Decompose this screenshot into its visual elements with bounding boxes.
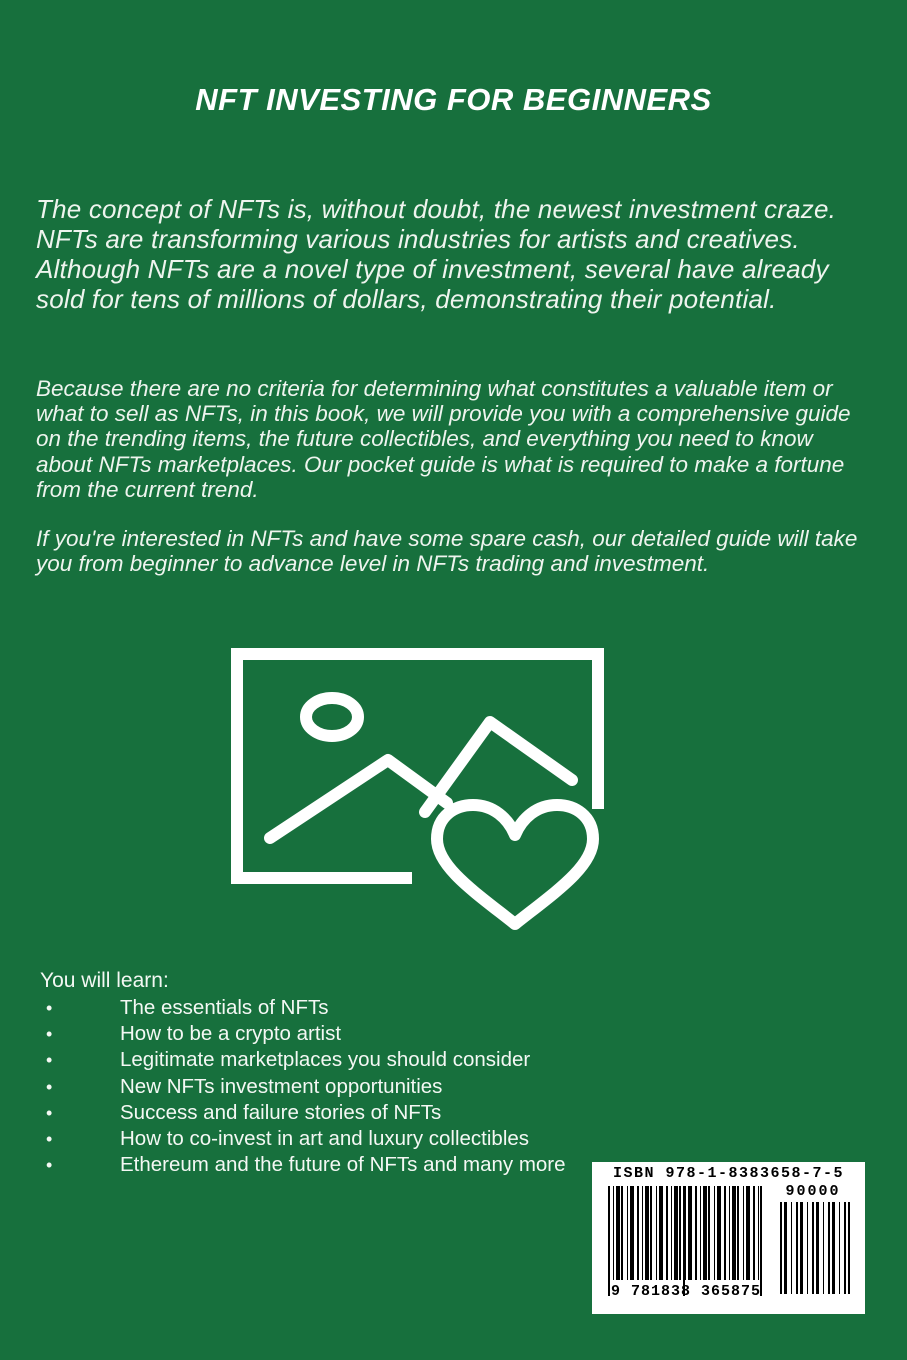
- audience-paragraph: If you're interested in NFTs and have some spare cash, our detailed guide will take you from beginner to advance level in NFTs trading and investment.: [36, 526, 858, 577]
- barcode-guard-bar: [608, 1186, 610, 1296]
- list-item: [40, 1074, 600, 1100]
- bullet-icon: •: [46, 1129, 53, 1150]
- page-title: NFT INVESTING FOR BEGINNERS: [195, 82, 712, 117]
- list-item-label: The essentials of NFTs: [120, 996, 329, 1019]
- list-item-label: Legitimate marketplaces you should consider: [120, 1048, 531, 1072]
- bullet-icon: •: [46, 1155, 53, 1176]
- barcode-bars-supplemental: [780, 1202, 850, 1294]
- bullet-icon: •: [46, 1050, 53, 1071]
- picture-with-heart-icon: [230, 646, 605, 931]
- barcode-guard-bar: [683, 1186, 685, 1296]
- barcode-bars-main: [608, 1186, 762, 1280]
- barcode-guard-bar: [760, 1186, 762, 1296]
- list-item-label: How to be a crypto artist: [120, 1022, 342, 1046]
- list-item: [40, 1047, 600, 1073]
- isbn-number: ISBN 978-1-8383658-7-5: [612, 1165, 845, 1182]
- isbn-digits: 9 781838 365875: [610, 1283, 762, 1300]
- list-item: [40, 1126, 600, 1152]
- sun-icon: [306, 698, 358, 736]
- bullet-icon: •: [46, 1102, 53, 1123]
- list-item: [40, 995, 600, 1021]
- bullet-icon: •: [46, 998, 53, 1018]
- bullet-icon: •: [46, 1024, 53, 1045]
- list-item: [40, 1152, 600, 1178]
- list-item: [40, 1100, 600, 1126]
- bullet-icon: •: [46, 1076, 53, 1097]
- heart-icon: [437, 805, 593, 924]
- barcode-price-code: 90000: [785, 1183, 841, 1200]
- list-item-label: New NFTs investment opportunities: [120, 1074, 443, 1098]
- list-item: [40, 1021, 600, 1047]
- list-item-label: How to co-invest in art and luxury collectibles: [120, 1127, 530, 1151]
- learn-list: [40, 995, 600, 1178]
- intro-paragraph: The concept of NFTs is, without doubt, the newest investment craze. NFTs are transforming various industries for artists and creatives. Although NFTs are a novel type of investment, several have already sold for tens of millions of dollars, demonstrating their potential.: [36, 194, 837, 314]
- list-item-label: Success and failure stories of NFTs: [120, 1100, 442, 1124]
- list-item-label: Ethereum and the future of NFTs and many more: [120, 1153, 566, 1177]
- learn-section-heading: You will learn:: [40, 969, 169, 992]
- description-paragraph: Because there are no criteria for determining what constitutes a valuable item or what to sell as NFTs, in this book, we will provide you with a comprehensive guide on the trending items, the future collectibles, and everything you need to know about NFTs marketplaces. Our pocket guide is what is required to make a fortune from the current trend.: [36, 376, 851, 502]
- isbn-barcode: [592, 1162, 865, 1314]
- small-mountain-icon: [270, 760, 447, 838]
